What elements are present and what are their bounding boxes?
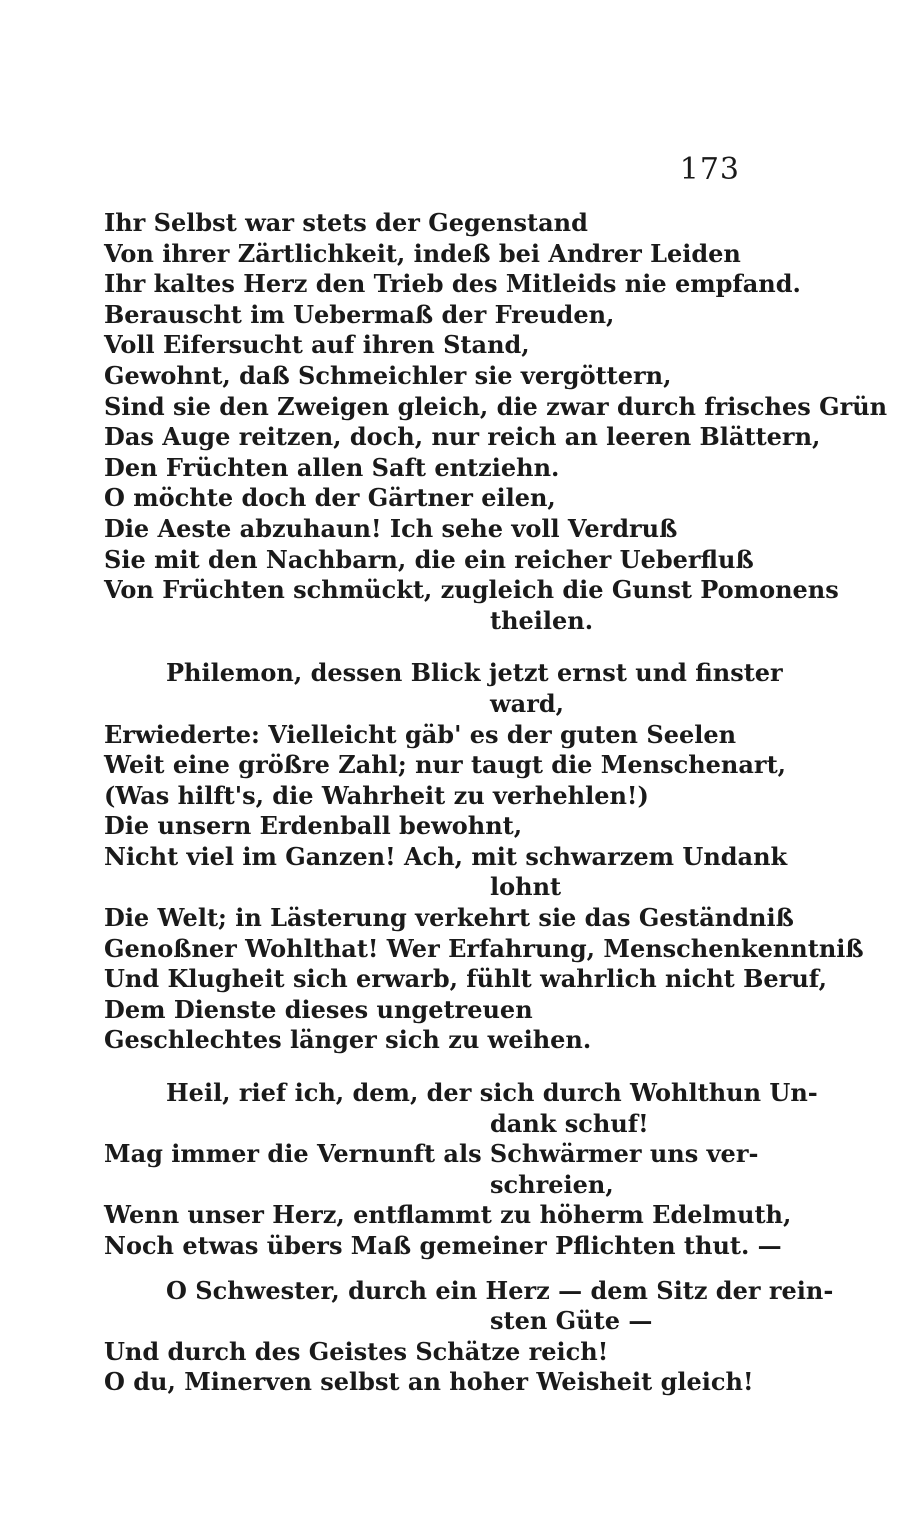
verse-line: Die unsern Erdenball bewohnt, xyxy=(104,811,523,841)
poem-body xyxy=(104,208,888,1398)
stanza xyxy=(104,1275,834,1398)
verse-line: O möchte doch der Gärtner eilen, xyxy=(104,483,556,513)
stanza xyxy=(104,208,888,636)
verse-line: Gewohnt, daß Schmeichler sie vergöttern, xyxy=(104,360,672,390)
verse-line: Nicht viel im Ganzen! Ach, mit schwarzem Undank xyxy=(104,841,788,871)
verse-line: Sind sie den Zweigen gleich, die zwar durch frisches Grün xyxy=(104,391,888,421)
verse-line: Den Früchten allen Saft entziehn. xyxy=(104,452,560,482)
verse-line: Wenn unser Herz, entflammt zu höherm Edelmuth, xyxy=(104,1200,792,1230)
verse-line-turnover: lohnt xyxy=(490,872,562,902)
verse-line-turnover: schreien, xyxy=(490,1169,614,1199)
verse-line: Weit eine größre Zahl; nur taugt die Menschenart, xyxy=(104,750,787,780)
verse-line-turnover: ward, xyxy=(490,688,564,718)
verse-line: Voll Eifersucht auf ihren Stand, xyxy=(104,330,530,360)
verse-line-turnover: sten Güte — xyxy=(490,1306,653,1336)
verse-line: Sie mit den Nachbarn, die ein reicher Ueberfluß xyxy=(104,544,754,574)
verse-line-indented: Heil, rief ich, dem, der sich durch Wohlthun Un- xyxy=(166,1078,818,1108)
verse-line: Dem Dienste dieses ungetreuen xyxy=(104,994,533,1024)
verse-line: Genoßner Wohlthat! Wer Erfahrung, Menschenkenntniß xyxy=(104,933,864,963)
verse-line-indented: O Schwester, durch ein Herz — dem Sitz der rein- xyxy=(166,1275,834,1305)
verse-line-turnover: dank schuf! xyxy=(490,1108,649,1138)
stanza-gap xyxy=(104,1262,764,1276)
stanza-gap xyxy=(104,636,764,658)
verse-line: Erwiederte: Vielleicht gäb' es der guten Seelen xyxy=(104,719,737,749)
verse-line: Von ihrer Zärtlichkeit, indeß bei Andrer Leiden xyxy=(104,238,741,268)
verse-line: Die Welt; in Lästerung verkehrt sie das Geständniß xyxy=(104,903,794,933)
verse-line: Von Früchten schmückt, zugleich die Gunst Pomonens xyxy=(104,575,839,605)
verse-line: Ihr Selbst war stets der Gegenstand xyxy=(104,208,588,237)
stanza-gap xyxy=(104,1056,764,1078)
verse-line-indented: Philemon, dessen Blick jetzt ernst und finster xyxy=(166,658,783,688)
verse-line: O du, Minerven selbst an hoher Weisheit gleich! xyxy=(104,1367,754,1397)
verse-line: Die Aeste abzuhaun! Ich sehe voll Verdruß xyxy=(104,513,678,543)
verse-line: Geschlechtes länger sich zu weihen. xyxy=(104,1025,592,1055)
verse-line: Mag immer die Vernunft als Schwärmer uns ver- xyxy=(104,1139,759,1169)
verse-line: Und durch des Geistes Schätze reich! xyxy=(104,1336,609,1366)
page-number: 173 xyxy=(679,152,740,187)
stanza xyxy=(104,658,864,1056)
verse-line: Und Klugheit sich erwarb, fühlt wahrlich nicht Beruf, xyxy=(104,964,827,994)
verse-line-turnover: theilen. xyxy=(490,605,594,635)
verse-line: Berauscht im Uebermaß der Freuden, xyxy=(104,299,615,329)
stanza xyxy=(104,1078,818,1262)
verse-line: Das Auge reitzen, doch, nur reich an leeren Blättern, xyxy=(104,422,821,452)
verse-line: (Was hilft's, die Wahrheit zu verhehlen!) xyxy=(104,780,649,810)
verse-line: Noch etwas übers Maß gemeiner Pflichten thut. — xyxy=(104,1231,782,1260)
verse-line: Ihr kaltes Herz den Trieb des Mitleids nie empfand. xyxy=(104,269,801,299)
